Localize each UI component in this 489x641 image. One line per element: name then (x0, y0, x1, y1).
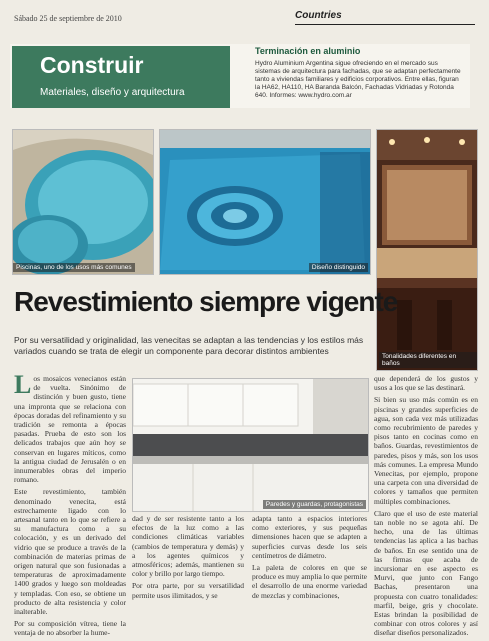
col3-para2: La paleta de colores en que se produce es muy amplia lo que permite el desarrollo de una enorme variedad de mezclas y combinaciones, (252, 563, 367, 600)
pool-photo-2-graphic (160, 130, 370, 274)
col2-para1: dad y de ser resistente tanto a los efectos de la luz como a las condiciones climáticas variables (cambios de temperatura y demás) y a los agentes químicos y atmosféricos; además, mantienen su color y brillo por largo tiempo. (132, 514, 244, 579)
col2-para2: Por otra parte, por su versatilidad permite usos ilimitados, y se (132, 581, 244, 600)
pool-photo-1-graphic (13, 130, 153, 274)
article-column-2 (132, 514, 244, 603)
section-title: Construir (40, 52, 144, 78)
issue-date: Sábado 25 de septiembre de 2010 (14, 14, 122, 23)
pool-photo-1 (12, 129, 154, 275)
pool-photo-2-caption: Diseño distinguido (309, 263, 368, 272)
kitchen-photo-graphic (133, 379, 368, 511)
article-deck: Por su versatilidad y originalidad, las venecitas se adaptan a las tendencias y los estilos más variados cuando se trata de elegir un componente para decorar distintos ambientes (14, 335, 364, 356)
bathroom-photo-caption: Tonalidades diferentes en baños (379, 352, 477, 368)
sidebar-title: Terminación en aluminio (255, 46, 361, 56)
col3-para1: adapta tanto a espacios interiores como exteriores, y sus pequeñas dimensiones hacen que se adapten a superficies curvas desde los seis centímetros de diámetro. (252, 514, 367, 560)
article-column-4 (374, 374, 478, 641)
col1-para1: os mosaicos venecianos están de vuelta. Sinónimo de distinción y buen gusto, tiene una impronta que se relaciona con épocas doradas del refinamiento y su tradición se remonta a épocas pasadas. Prueba de esto son los delicados trabajos que aún hoy se conservan en lugares míticos, como la antigua ciudad de Jerusalén o en innumerables obras del imperio romano. (14, 374, 126, 485)
col4-para2: Si bien su uso más común es en piscinas y grandes superficies de agua, son cada vez más utilizadas como recubrimiento de paredes y pisos tanto en cocinas como en baños. Guardas, revestimientos de paredes, pisos y más, son los usos más comunes. La empresa Mundo Venecitas, por ejemplo, propone una carpeta con una diversidad de colores y tamaños que permiten múltiples combinaciones. (374, 395, 478, 506)
section-rule (295, 24, 475, 25)
dropcap: L (14, 370, 32, 399)
col1-para3: Por su composición vítrea, tiene la ventaja de no absorber la hume- (14, 619, 126, 638)
article-column-1 (14, 370, 126, 641)
kitchen-photo-caption: Paredes y guardas, protagonistas (263, 500, 366, 509)
col4-para1: que dependerá de los gustos y usos a los que se las destinará. (374, 374, 478, 393)
col1-para2: Este revestimiento, también denominado venecita, está estrechamente ligado con lo artesanal tanto en lo que se refiere a su manufactura como a su colocación, y es un derivado del vidrio que se produce a través de la combinación de materias primas de origen natural que son fusionadas a temperaturas de aproximadamente 1400 grados y luego son moldeadas y templadas. Con eso, se obtiene un producto de alta resistencia y color inalterable. (14, 487, 126, 617)
article-column-3 (252, 514, 367, 603)
article-headline: Revestimiento siempre vigente (14, 286, 398, 317)
section-name: Countries (295, 10, 342, 21)
pool-photo-2 (159, 129, 371, 275)
kitchen-photo (132, 378, 369, 512)
bathroom-photo-graphic (377, 130, 477, 370)
section-subtitle: Materiales, diseño y arquitectura (40, 87, 185, 98)
sidebar-body: Hydro Aluminium Argentina sigue ofreciendo en el mercado sus sistemas de arquitectura para fachadas, que se adaptan perfectamente tanto a viviendas familiares y edificios corporativos. Entre ellas, figuran la HA62, HA110, HA Baranda Balcón, Fachadas Vidriadas y Rotonda 640. Informes: www.hydro.com.ar (255, 60, 461, 99)
bathroom-photo (376, 129, 478, 371)
col4-para3: Claro que el uso de este material tan noble no se agota ahí. De hecho, una de las últimas tendencias las aplica a las bachas de baños. En ese sentido una de las firmas que acaba de incursionar en ese aspecto es Murvi, que junto con Fango Bachas, presentaron una propuesta con cuatro tonalidades: marfil, beige, gris y chocolate. Estas brindan la posibilidad de combinar con otros colores y así diseñar diseños personalizados. (374, 508, 478, 638)
pool-photo-1-caption: Piscinas, uno de los usos más comunes (13, 263, 135, 272)
